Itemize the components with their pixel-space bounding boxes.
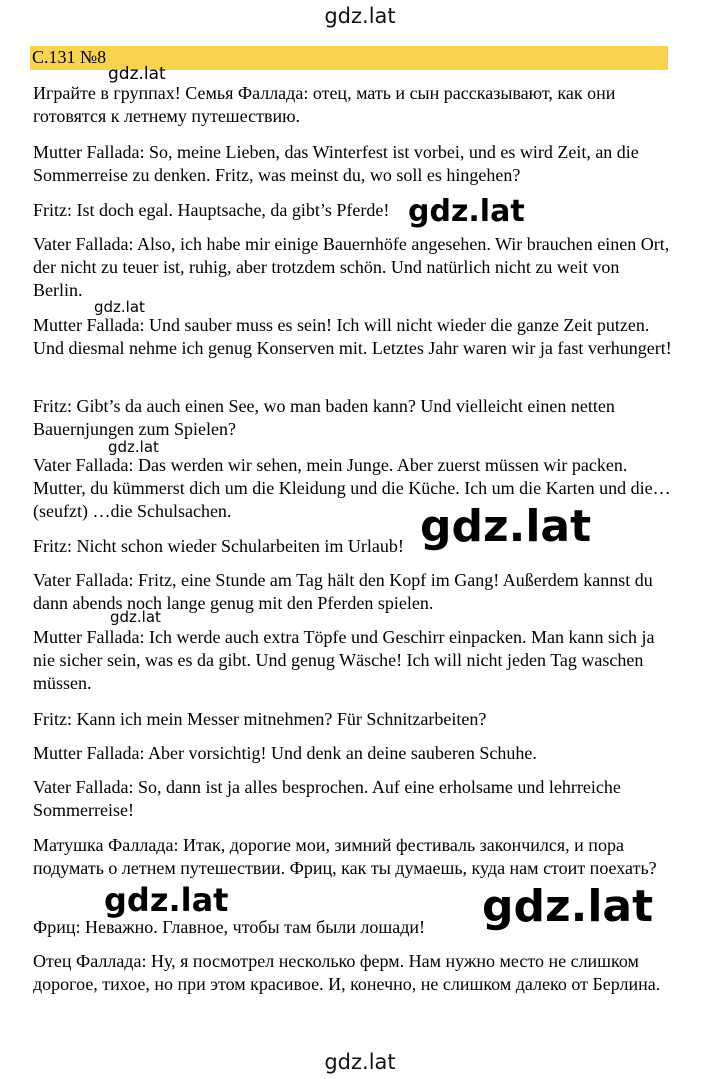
- paragraph-intro: Играйте в группах! Семья Фаллада: отец, мать и сын рассказывают, как они готовятся к летнему путешествию.: [33, 83, 616, 126]
- paragraph-russian-mother: Матушка Фаллада: Итак, дорогие мои, зимний фестиваль закончился, и пора подумать о летнем путешествии. Фриц, как ты думаешь, куда нам стоит поехать?: [33, 835, 657, 878]
- watermark-small: gdz.lat: [108, 438, 159, 456]
- paragraph-vater-1: Vater Fallada: Also, ich habe mir einige Bauernhöfe angesehen. Wir brauchen einen Ort, der nicht zu teuer ist, ruhig, aber trotzdem schön. Und natürlich nicht zu weit von Berlin.: [33, 234, 670, 300]
- site-header: gdz.lat: [324, 4, 396, 28]
- paragraph-mutter-1: Mutter Fallada: So, meine Lieben, das Winterfest ist vorbei, und es wird Zeit, an die Sommerreise zu denken. Fritz, was meinst du, wo soll es hingehen?: [33, 142, 639, 185]
- watermark-small: gdz.lat: [94, 298, 145, 316]
- watermark-large: gdz.lat: [104, 881, 229, 919]
- watermark-small: gdz.lat: [110, 608, 161, 626]
- paragraph-mutter-2: Mutter Fallada: Und sauber muss es sein! Ich will nicht wieder die ganze Zeit putzen. Und diesmal nehme ich genug Konserven mit. Letztes Jahr waren wir ja fast verhungert!: [33, 315, 672, 358]
- paragraph-russian-fritz: Фриц: Неважно. Главное, чтобы там были лошади!: [33, 917, 426, 937]
- watermark-large: gdz.lat: [408, 194, 525, 229]
- watermark-small: gdz.lat: [108, 64, 166, 84]
- task-label: С.131 №8: [32, 47, 107, 67]
- paragraph-vater-2: Vater Fallada: Das werden wir sehen, mein Junge. Aber zuerst müssen wir packen. Mutter, du kümmerst dich um die Kleidung und die Küche. Ich um die Karten und die… (seufzt) …die Schulsachen.: [33, 455, 671, 521]
- paragraph-mutter-4: Mutter Fallada: Aber vorsichtig! Und denk an deine sauberen Schuhe.: [33, 743, 537, 763]
- site-footer: gdz.lat: [324, 1050, 396, 1074]
- paragraph-russian-father: Отец Фаллада: Ну, я посмотрел несколько ферм. Нам нужно место не слишком дорогое, тихое, но при этом красивое. И, конечно, не слишком далеко от Берлина.: [33, 951, 661, 994]
- paragraph-vater-3: Vater Fallada: Fritz, eine Stunde am Tag hält den Kopf im Gang! Außerdem kannst du dann abends noch lange genug mit den Pferden spielen.: [33, 570, 653, 613]
- watermark-large: gdz.lat: [420, 501, 592, 552]
- paragraph-fritz-4: Fritz: Kann ich mein Messer mitnehmen? Für Schnitzarbeiten?: [33, 709, 487, 729]
- paragraph-fritz-1: Fritz: Ist doch egal. Hauptsache, da gibt’s Pferde!: [33, 200, 390, 220]
- paragraph-mutter-3: Mutter Fallada: Ich werde auch extra Töpfe und Geschirr einpacken. Man kann sich ja nie sicher sein, was es da gibt. Und genug Wäsche! Ich will nicht jeden Tag waschen müssen.: [33, 627, 655, 693]
- paragraph-vater-4: Vater Fallada: So, dann ist ja alles besprochen. Auf eine erholsame und lehrreiche Sommerreise!: [33, 777, 621, 820]
- paragraph-fritz-2: Fritz: Gibt’s da auch einen See, wo man baden kann? Und vielleicht einen netten Bauernjungen zum Spielen?: [33, 396, 615, 439]
- paragraph-fritz-3: Fritz: Nicht schon wieder Schularbeiten im Urlaub!: [33, 536, 404, 556]
- watermark-large: gdz.lat: [482, 881, 654, 932]
